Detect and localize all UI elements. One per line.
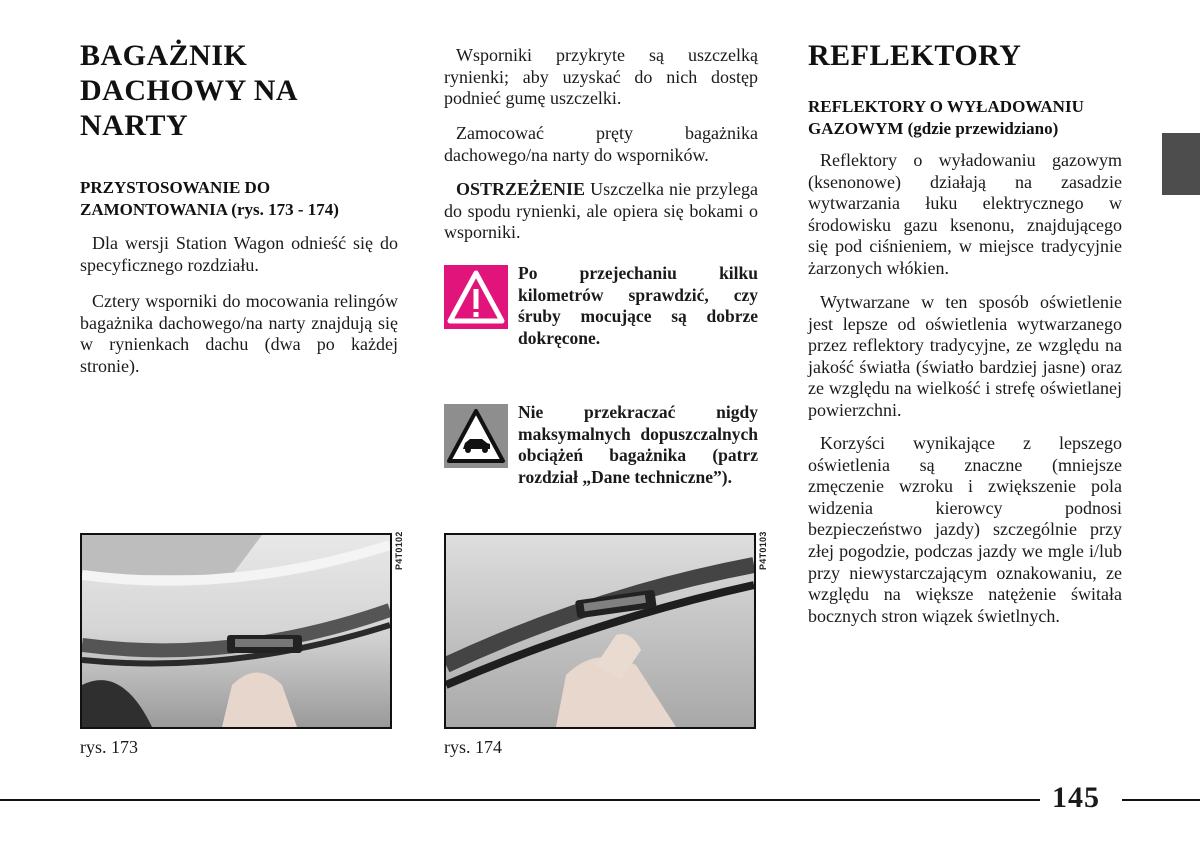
paragraph-four-brackets: Cztery wsporniki do mocowania relingów bagażnika dachowego/na narty znajdują się w rynienkach dachu (dwa po każdej stronie). [80, 291, 398, 376]
paragraph-attach-bars: Zamocować pręty bagażnika dachowego/na narty do wsporników. [444, 123, 758, 165]
warning-text: Uszczelka nie przylega do spodu rynienki, ale opiera się bokami o wsporniki. [444, 179, 758, 243]
paragraph-xenon-principle: Reflektory o wyładowaniu gazowym (ksenonowe) działają na zasadzie wytwarzania łuku elektrycznego w środowisku gazu ksenonu, znajdującego się pod ciśnieniem, w miejsce tradycyjnie żarzonych włókien. [808, 150, 1122, 278]
danger-note-box [444, 263, 758, 349]
load-note-box [444, 402, 758, 488]
paragraph-better-light: Wytwarzane w ten sposób oświetlenie jest lepsze od oświetlenia wytwarzanego przez reflektory tradycyjne, ze względu na jakość światła (światło bardziej jasne) oraz ze względu na wielkość i strefę oświetlanej powierzchni. [808, 292, 1122, 420]
page-number: 145 [1052, 781, 1100, 814]
figure-174-code-label: P4T0103 [758, 531, 768, 570]
figure-174-caption: rys. 174 [444, 737, 502, 757]
subsection-title-xenon: REFLEKTORY O WYŁADOWANIU GAZOWYM (gdzie przewidziano) [808, 97, 1084, 138]
subsection-title-mounting: PRZYSTOSOWANIE DO ZAMONTOWANIA (rys. 173 - 174) [80, 178, 339, 219]
footer-rule-right [1122, 799, 1200, 801]
paragraph-benefits: Korzyści wynikające z lepszego oświetlenia są znaczne (mniejsze zmęczenie wzroku i zwiększenie pola widzenia kierowcy podnosi bezpieczeństwo jazdy) szczególnie przy złej pogodzie, podczas jazdy we mgle i/lub przy niewystarczającym oznakowaniu, ze względu na większe natężenie świtała bocznych stron wiązek świetlnych. [808, 433, 1122, 626]
roof-bracket-photo-illustration-2 [446, 535, 754, 727]
load-note-text: Nie przekraczać nigdy maksymalnych dopuszczalnych obciążeń bagażnika (patrz rozdział „Dane techniczne”). [518, 402, 758, 487]
chapter-tab-marker [1162, 133, 1200, 195]
section-title-roof-rack: BAGAŻNIK DACHOWY NA NARTY [80, 39, 297, 142]
warning-triangle-icon [444, 265, 508, 329]
paragraph-station-wagon: Dla wersji Station Wagon odnieść się do specyficznego rozdziału. [80, 233, 398, 275]
warning-label: OSTRZEŻENIE [456, 179, 586, 199]
section-title-headlights: REFLEKTORY [808, 39, 1022, 72]
footer-rule-left [0, 799, 1040, 801]
car-load-warning-icon [444, 404, 508, 468]
paragraph-warning [444, 179, 758, 244]
roof-bracket-photo-illustration [82, 535, 390, 727]
paragraph-brackets-covered: Wsporniki przykryte są uszczelką rynienki; aby uzyskać do nich dostęp podnieć gumę uszczelki. [444, 45, 758, 109]
danger-note-text: Po przejechaniu kilku kilometrów sprawdzić, czy śruby mocujące są dobrze dokręcone. [518, 263, 758, 348]
figure-173-code-label: P4T0102 [394, 531, 404, 570]
figure-173-photo [80, 533, 392, 729]
figure-174-photo [444, 533, 756, 729]
figure-173-caption: rys. 173 [80, 737, 138, 757]
